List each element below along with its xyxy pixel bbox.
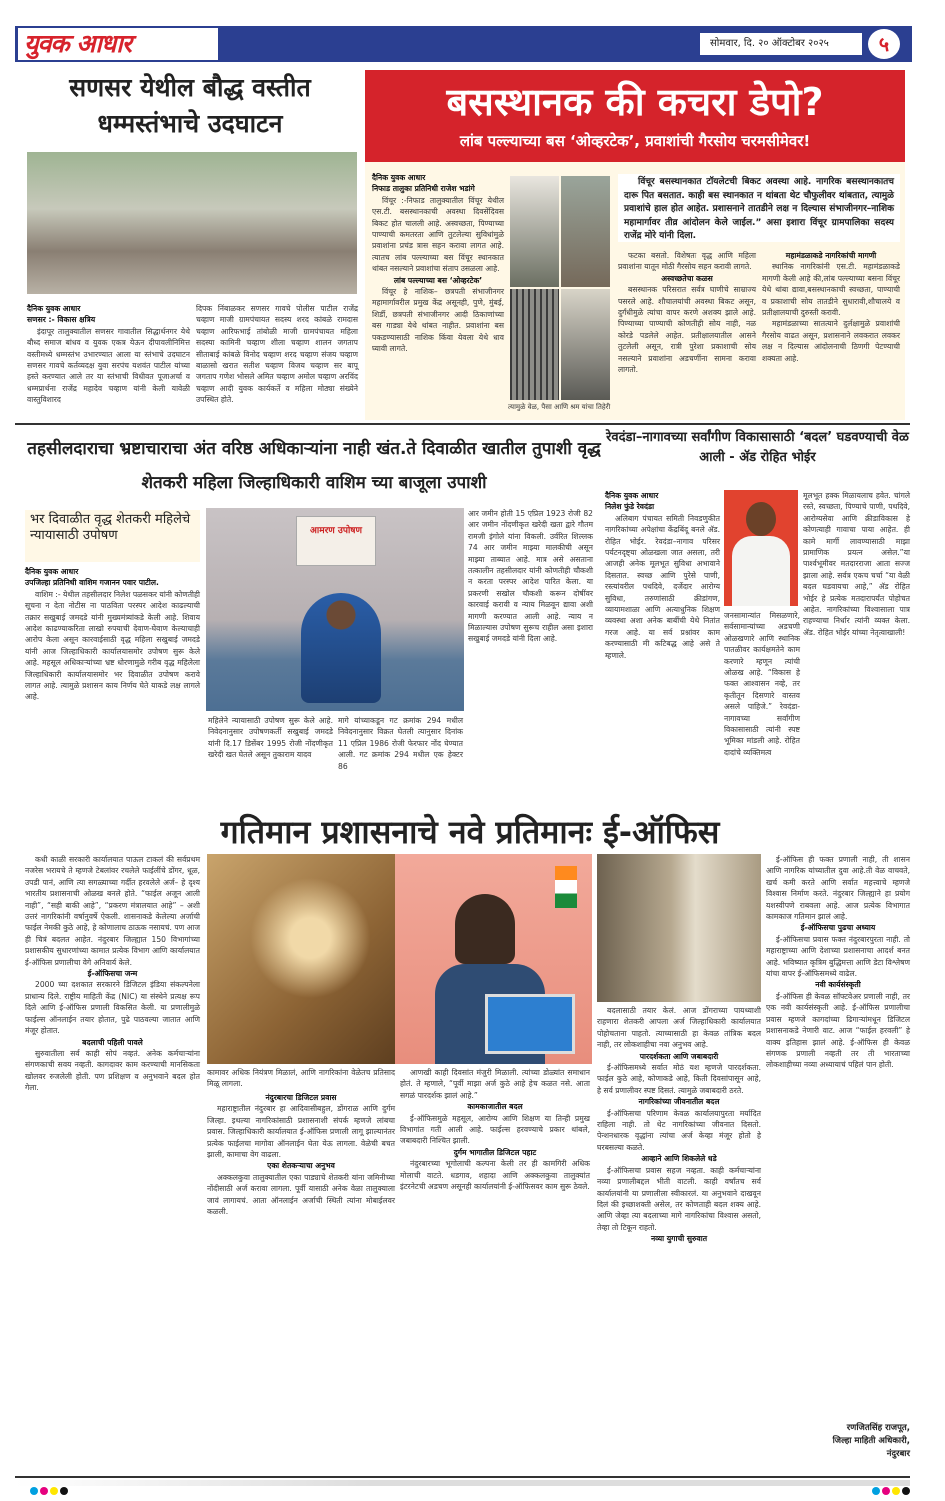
subheading: नागरिकांच्या जीवनातील बदल (638, 1097, 720, 1107)
subheading: ई-ऑफिसचा जन्म (87, 969, 138, 979)
story1-photo (27, 152, 357, 294)
divider (15, 423, 910, 425)
story5-col2 (207, 1092, 395, 1478)
subheading: महामंडळाकडे नागरिकांची मागणी (785, 251, 877, 260)
story1-headline: सणसर येथील बौद्ध वस्तीत धम्मस्तंभाचे उदघाटन (69, 73, 311, 138)
subheading: ई-ऑफिसचा पुढचा अध्याय (800, 923, 876, 933)
footer-band (15, 1480, 910, 1486)
subheading: आव्हाने आणि शिकलेले धडे (641, 1154, 717, 1164)
article-text: ई-ऑफिस ही केवळ सॉफ्टवेअर प्रणाली नाही, तर एक नवी कार्यसंस्कृती आहे. ई-ऑफिस प्रणालीचा प्रवास म्हणजे कागदांच्या ढिगाऱ्यांमधून डिजिटल प्रशासनाकडे नेणारी वाट. आज “फाईल हरवली” हे वाक्य इतिहास झालं आहे. ई-ऑफिस ही केवळ संगणक प्रणाली नव्हती तर ती भारताच्या लोकशाहीच्या नव्या अध्यायाचं पहिलं पान होती. (766, 991, 910, 1070)
article-text: ई-ऑफिसचा परिणाम केवळ कार्यालयापुरता मर्यादित राहिला नाही. तो थेट नागरिकांच्या जीवनात दिसतो. पेन्शनधारक वृद्धांना त्यांचा अर्ज केव्हा मंजूर होतो हे घरबसल्या कळते. (597, 1108, 761, 1152)
story3-col4: आर जमीन होती 15 एप्रिल 1923 रोजी 82 आर जमीन नोंदणीकृत खरेदी खता द्वारे गौतम रामजी इंगोले यांना विकली. उर्वरित शिल्लक 74 आर जमीन माझ्या मालकीची असून माझ्या ताब्यात आहे. मात्र असे असताना तत्कालीन तहसीलदार यांनी कोणतीही चौकशी न करता परस्पर आदेश पारित केला. या प्रकरणी सखोल चौकशी करून दोषींवर कारवाई करावी व न्याय मिळवून द्यावा अशी मागणी करण्यात आली आहे. न्याय न मिळाल्यास उपोषण सुरूच राहील असा इशारा सखुबाई जमदडे यांनी दिला आहे. (468, 509, 593, 644)
byline: उपजिल्हा प्रतिनिधी वाशिम गजानन पवार पाटील. (25, 578, 159, 588)
registration-marks-right (870, 1480, 910, 1499)
protest-banner: आमरण उपोषण (296, 516, 376, 566)
article-text: सुरुवातीला सर्व काही सोपं नव्हतं. अनेक कर्मचाऱ्यांना संगणकाची सवय नव्हती. कागदावर काम करण्याची मानसिकता खोलवर रुजलेली होती. पण प्रशिक्षण व अनुभवाने बदल होत गेला. (25, 1048, 200, 1093)
article-text: विंचूर हे नाशिक– छत्रपती संभाजीनगर महामार्गावरील प्रमुख केंद्र असूनही, पुणे, मुंबई, शिर्डी, छत्रपती संभाजीनगर आदी ठिकाणांच्या बस गाड्या येथे थांबत नाहीत. प्रवाशांना बस पकडण्यासाठी नाशिक किंवा येवला येथे धाव घ्यावी लागते. (372, 287, 504, 354)
author-signature (766, 1422, 910, 1461)
byline: दैनिक युवक आधार (605, 491, 659, 500)
subheading: लांब पल्ल्याच्या बस ‘ओव्हरटेक’ (393, 275, 483, 285)
candidate-photo (724, 490, 798, 606)
byline: दैनिक युवक आधार (372, 173, 426, 182)
story4-col2: जनसामान्यांत मिसळणारे, सर्वसामान्यांच्या अडचणी ओळखणारे आणि स्थानिक पातळीवर कार्यक्षमतेने काम करणारे म्हणून त्यांची ओळख आहे. “विकास हे फक्त आश्वासन नव्हे, तर कृतीतून दिसणारे वास्तव असले पाहिजे.” रेवदंडा-नागावच्या सर्वांगीण विकासासाठी त्यांनी स्पष्ट भूमिका मांडली आहे. रोहित दादांचे व्यक्तिमत्व (724, 611, 800, 757)
story2-headline: बसस्थानक की कचरा डेपो? (446, 80, 824, 124)
story5-col4 (597, 1005, 761, 1475)
article-text: ई-ऑफिसचा प्रवास फक्त नंदुरबारपुरता नाही. तो महाराष्ट्राच्या आणि देशाच्या प्रशासनाचा आदर्श बनत आहे. भविष्यात कृत्रिम बुद्धिमत्ता आणि डेटा विश्लेषण यांचा वापर ई-ऑफिसमध्ये वाढेल. (766, 934, 910, 979)
article-text: ई-ऑफिसमुळे महसूल, आरोग्य आणि शिक्षण या तिन्ही प्रमुख विभागांत गती आली आहे. फाईल्स हरवण्याचे प्रकार थांबले, जबाबदारी निश्चित झाली. (400, 1113, 590, 1146)
subheading: पारदर्शकता आणि जबाबदारी (639, 1051, 719, 1061)
article-text: बदलासाठी तयार केलं. आज डोंगराच्या पायथ्याशी राहणारा शेतकरी आपला अर्ज जिल्हाधिकारी कार्यालयात पोहोचताना पाहतो. त्याच्यासाठी हा केवळ तांत्रिक बदल नाही, तर लोकशाहीचा नवा अनुभव आहे. (597, 1006, 761, 1050)
byline: सणसर :- विकास क्षत्रिय (27, 315, 96, 325)
story2-quote-box: विंचूर बसस्थानकात टॉयलेटची बिकट अवस्था आहे. नागरिक बसस्थानकातच दारू पित बसतात. काही बस स्थानकात न थांबता थेट चौफुलीवर थांबतात, त्यामुळे प्रवाशांचे हाल होत आहेत. प्रशासनाने तातडीने लक्ष न दिल्यास संभाजीनगर–नाशिक महामार्गावर तीव्र आंदोलन केले जाईल.” असा इशारा विंचूर ग्रामपालिका सदस्य राजेंद्र मोरे यांनी दिला. (618, 174, 900, 242)
story2-caption: त्यामुळे वेळ, पैसा आणि श्रम यांचा तिहेरी (508, 403, 611, 411)
subheading: दुर्गम भागातील डिजिटल पहाट (453, 1147, 537, 1157)
story4-col3: मूलभूत हक्क मिळायलाच हवेत. चांगले रस्ते, स्वच्छता, पिण्याचे पाणी, पथदिवे, आरोग्यसेवा आणि क्रीडाविकास हे कोणत्याही गावाचा पाया आहेत. ही कामे मार्गी लावण्यासाठी माझा प्रामाणिक प्रयत्न असेल.”या पार्श्वभूमीवर मतदारराजा आता सज्ज झाला आहे. सर्वत्र एकच चर्चा “या वेळी बदल घडवायचा आहे,” ॲड रोहित भोईर हे प्रत्येक मतदारापर्यंत पोहोचत आहेत. नागरिकांच्या विश्वासाला पात्र राहण्याचा निर्धार त्यांनी व्यक्त केला. ॲड. रोहित भोईर यांच्या नेतृत्वाखाली! (803, 491, 910, 637)
subheading: नव्या युगाची सुरुवात (650, 1234, 708, 1244)
story2-banner (365, 70, 905, 162)
article-text: इंदापूर तालुक्यातील सणसर गावातील सिद्धार्थनगर येथे बौध्द समाज बांधव व युवक एकत्र येऊन दीपावलीनिमित्त वस्तीमध्ये धम्मस्तंभ उभारण्यात आला या स्तंभाचे उदघाटन सणसर गावचे कर्तव्यदक्ष युवा सरपंच यशवंत पाटील यांच्या हस्ते करण्यात आले तर या स्तंभाची विधीवत पूजाअर्चा व धम्मप्रार्थना राजेंद्र महादेव चव्हाण यांनी केली यावेळी वास्तुविशारद (27, 326, 190, 405)
article-text: महामंडळाच्या सातत्याने दुर्लक्षामुळे प्रवाशांची गैरसोय वाढत असून, प्रशासनाने लवकरात लवकर लक्ष न दिल्यास आंदोलनाची ठिणगी पेटण्याची शक्यता आहे. (762, 319, 900, 363)
article-text: 2000 च्या दशकात सरकारने डिजिटल इंडिया संकल्पनेला प्राधान्य दिले. राष्ट्रीय माहिती केंद्र (NIC) या संस्थेने प्रत्यक्ष रूप दिले आणि ई-ऑफिस प्रणाली विकसित केली. या प्रणालीमुळे फाईल्स ऑनलाईन तयार होतात, पुढे पाठवल्या जातात आणि मंजूर होतात. (25, 980, 200, 1036)
story2-col2 (618, 250, 756, 418)
issue-date: सोमवार, दि. २० ऑक्टोबर २०२५ (700, 33, 862, 55)
article-text: ई-ऑफिसमध्ये सर्वात मोठं यश म्हणजे पारदर्शकता. फाईल कुठे आहे, कोणाकडे आहे, किती दिवसांपासून आहे, हे सर्व प्रणालीवर स्पष्ट दिसतं. त्यामुळे जबाबदारी ठरते. (597, 1063, 761, 1095)
article-text: ई-ऑफिसचा प्रवास सहज नव्हता. काही कर्मचाऱ्यांना नव्या प्रणालीबद्दल भीती वाटली. काही वर्षांतच सर्व कार्यालयांनी या प्रणालीला स्वीकारलं. या अनुभवाने दाखवून दिलं की इच्छाशक्ती असेल, तर कोणताही बदल शक्य आहे. आणि जेव्हा त्या बदलाच्या मागे नागरिकांचा विश्वास असतो, तेव्हा तो टिकून राहतो. (597, 1165, 761, 1232)
story2-col1 (372, 172, 504, 418)
subheading: अस्वच्छतेचा कळस (661, 273, 713, 283)
byline: निफाड तालुका प्रतिनिधी राजेश भडांगे (372, 184, 475, 194)
article-text: कधी काळी सरकारी कार्यालयात पाऊल टाकलं की सर्वप्रथम नजरेस भरायचे ते म्हणजे टेबलांवर रचलेले फाईलींचे डोंगर, धूळ, उपडी पानं, आणि त्या सगळ्याच्या गर्दीत हरवलेले अर्ज– हे दृश्य भारतीय प्रशासनाची ओळख बनले होते. “फाईल अजून आली नाही”, “सही बाकी आहे”, “प्रकरण मंत्रालयात आहे” – अशी उत्तरं नागरिकांनी वर्षानुवर्षे ऐकली. शासनाकडे केलेल्या अर्जाची फाईल नेमकी कुठे आहे, हे कोणालाच ठाऊक नसायचं. पण आज ही चित्रं बदलत आहेत. नंदुरबार जिल्ह्यात 150 विभागांच्या प्रशासकीय सुधारणांच्या कामात प्रत्येक विभाग आणि कार्यालयात ई-ऑफिस प्रणालीचा वेगे अनिवार्य केले. (25, 855, 200, 967)
story5-headline: गतिमान प्रशासनाचे नवे प्रतिमानः ई-ऑफिस (220, 813, 720, 851)
story4-headline: रेवदंडा–नागावच्या सर्वांगीण विकासासाठी ‘बदल’ घडवण्याची वेळ आली - ॲड रोहित भोईर (606, 430, 909, 465)
article-text: अलिबाग पंचायत समिती निवडणुकीत नागरिकांच्या अपेक्षांचा केंद्रबिंदू बनले ॲड. रोहित भोईर. रेवदंडा–नागाव परिसर पर्यटनदृष्ट्या ओळखला जात असला, तरी आजही अनेक मूलभूत सुविधा अभावाने दिसतात. स्वच्छ आणि पुरेसे पाणी, रस्त्यांवरील पथदिवे, दर्जेदार आरोग्य सुविधा, तरुणांसाठी क्रीडांगण, व्यायामशाळा आणि अत्याधुनिक शिक्षण व्यवस्था अशा अनेक बाबींची येथे नितांत गरज आहे. या सर्व प्रश्नांवर काम करण्यासाठी मी कटिबद्ध आहे असे ते म्हणाले. (605, 513, 720, 660)
subheading: नवी कार्यसंस्कृती (815, 980, 861, 990)
byline: निलेश फुंडे रेवदंडा (605, 502, 655, 512)
story5-col3 (400, 1067, 590, 1478)
article-text: स्थानिक नागरिकांनी एस.टी. महामंडळाकडे मागणी केली आहे की,लांब पल्ल्याच्या बसना विंचूर येथे थांबा द्यावा,बसस्थानकाची स्वच्छता, पाण्याची व प्रकाशाची सोय तातडीने सुधारावी,शौचालये व प्रतीक्षालयाची दुरुस्ती करावी. (762, 262, 900, 318)
article-text: महाराष्ट्रातील नंदुरबार हा आदिवासीबहुल, डोंगराळ आणि दुर्गम जिल्हा. इथल्या नागरिकांसाठी प्रशासनाशी संपर्क म्हणजे लांबचा प्रवास. जिल्हाधिकारी कार्यालयात ई-ऑफिस प्रणाली लागू झाल्यानंतर प्रत्येक फाईलचा मागोवा ऑनलाईन घेता येऊ लागला. वेळेची बचत झाली, कामाचा वेग वाढला. (207, 1104, 395, 1160)
story5-caption: कामावर अधिक नियंत्रण मिळालं, आणि नागरिकांना वेळेतच प्रतिसाद मिळू लागला. (207, 1068, 395, 1089)
newspaper-logo: युवक आधार (18, 28, 218, 60)
illustration-office-clerk (597, 854, 761, 1002)
author-location: नंदुरबार (886, 1449, 910, 1459)
page-number: ५ (868, 29, 900, 59)
subheading: एका शेतकऱ्याचा अनुभव (267, 1161, 335, 1171)
article-text: विंचूर :-निफाड तालुक्यातील विंचूर येथील एस.टी. बसस्थानकाची अवस्था दिवसेंदिवस बिकट होत चालली आहे. अस्वच्छता, पिण्याच्या पाण्याची कमतरता आणि तुटलेल्या सुविधांमुळे प्रवाशांना प्रचंड त्रास सहन करावा लागत आहे. त्यातच लांब पल्ल्याच्या बस विंचूर स्थानकात थांबत नसल्याने प्रवाशांचा संताप उसळला आहे. (372, 195, 504, 274)
article-text: आणखी काही दिवसांत मंजुरी मिळाली. त्यांच्या डोळ्यांत समाधान होतं. ते म्हणाले, “पूर्वी माझा अर्ज कुठे आहे हेच कळत नसे. आता सगळं पारदर्शक झालं आहे.” (400, 1068, 590, 1100)
article-text: बसस्थानक परिसरात सर्वत्र घाणीचे साम्राज्य पसरले आहे. शौचालयांची अवस्था बिकट असून, दुर्गंधीमुळे त्यांचा वापर करणे अशक्य झाले आहे. पिण्याच्या पाण्याची कोणतीही सोय नाही, नळ कोरडे पडलेले आहेत. प्रतीक्षालयातील आसने तुटलेली असून, रात्री पुरेशा प्रकाशाची सोय नसल्याने प्रवाशांना अडचणींना सामना करावा लागतो. (618, 285, 756, 375)
story3-col3: मागे यांच्याकडून गट क्रमांक 294 मधील निवेदनानुसार विक्रत घेतली त्यानुसार दिनांक 11 एप्रिल 1986 रोजी फेरफार नोंद घेण्यात आली. गट क्रमांक 294 मधील एक हेक्टर 86 (338, 716, 463, 771)
byline: दैनिक युवक आधार (27, 304, 81, 313)
registration-marks-left (28, 1480, 68, 1499)
article-text: नंदुरबारच्या भूगोलाची कल्पना केली तर ही कामगिरी अधिक मोलाची वाटते. धडगाव, शहादा आणि अक्कलकुवा तालुक्यांत इंटरनेटची अडचण असूनही कार्यालयांनी ई-ऑफिसवर काम सुरू ठेवले. (400, 1159, 590, 1192)
article-text: वाशिम :- येथील तहसीलदार निलेश पळसकर यांनी कोणतीही सूचना न देता नोटीस ना पाठविता परस्पर आदेश काढल्याची तक्रार सखुबाई जमदडे यांनी मुख्यमंत्र्यांकडे केली आहे. शिवाय आदेश काढण्याकरिता लाखो रुपयाची देवाण-घेवाण केल्याचाही आरोप केला असून कारवाईसाठी वृद्ध महिला सखुबाई जमदडे यांनी आज जिल्हाधिकारी कार्यालयासमोर उपोषण सुरू केले आहे. महसूल अधिकाऱ्यांच्या भ्रष्ट धोरणामुळे गरीब वृद्ध महिलेला जिल्हाधिकारी कार्यालयासमोर भर दिवाळीत उपोषण करावे लागत आहे. त्यामुळे प्रशासन काय निर्णय घेते याकडे लक्ष लागले आहे. (25, 589, 200, 702)
story5-col5 (766, 854, 910, 1404)
story5-col1 (25, 854, 200, 1478)
story3-photo (206, 508, 464, 711)
footer-rule (15, 1476, 910, 1478)
author-name: रणजितसिंह राजपूत, (846, 1423, 910, 1433)
story1-col1 (27, 303, 190, 418)
story2-photo-collage (510, 176, 610, 400)
illustration-e-office (395, 854, 592, 1064)
story4-col1 (605, 490, 720, 660)
illustration-paper-files (207, 854, 395, 1064)
byline: दैनिक युवक आधार (25, 567, 79, 576)
story2-col3 (762, 250, 900, 418)
story3-headline: तहसीलदाराचा भ्रष्टाचाराचा अंत वरिष्ठ अधिकाऱ्यांना नाही खंत.ते दिवाळीत खातील तुपाशी वृद्ध शेतकरी महिला जिल्हाधिकारी वाशिम च्या बाजूला उपाशी (27, 439, 601, 493)
article-text: अक्कलकुवा तालुक्यातील एका पाड्याचे शेतकरी यांना जमिनीच्या नोंदीसाठी अर्ज करावा लागला. पूर्वी यासाठी अनेक वेळा तालुक्याला जावं लागायचं. आता ऑनलाईन अर्जाची स्थिती त्यांना मोबाईलवर कळली. (207, 1172, 395, 1217)
article-text: फटका बसतो. विशेषतः वृद्ध आणि महिला प्रवाशांना यातून मोठी गैरसोय सहन करावी लागते. (618, 251, 756, 272)
story3-kicker: भर दिवाळीत वृद्ध शेतकरी महिलेचे न्यायासाठी उपोषण (25, 510, 200, 562)
subheading: बदलाची पहिली पावले (82, 1037, 143, 1047)
story3-col2: महिलेने न्यायासाठी उपोषण सुरू केले आहे. निवेदनानुसार उपोषणकर्ती सखुबाई जमदडे यांनी दि.17 डिसेंबर 1995 रोजी नोंदणीकृत खरेदी खत घेतले असून तुकाराम यादव (208, 716, 333, 760)
story3-col1 (25, 566, 200, 812)
story1-col2: दिपक निंबाळकर सणसर गावचे पोलीस पाटील राजेंद्र चव्हाण माजी ग्रामपंचायत सदस्य शरद कांबळे रामदास चव्हाण आरिफभाई तांबोळी माजी ग्रामपंचायत महिला सदस्या कामिनी चव्हाण शीला चव्हाण शालन जगताप सीताबाई कांबळे विनोद चव्हाण शरद चव्हाण संजय चव्हाण बाळासो खरात सतीश चव्हाण विजय चव्हाण सर बापू जगताप गणेश भोसले अमित चव्हाण अमोल चव्हाण अरविंद चव्हाण आदी युवक कार्यकर्ते व महिला मोठ्या संख्येने उपस्थित होते. (196, 304, 358, 405)
story2-subheadline: लांब पल्ल्याच्या बस ‘ओव्हरटेक’, प्रवाशांची गैरसोय चरमसीमेवर! (459, 132, 811, 150)
author-title: जिल्हा माहिती अधिकारी, (832, 1436, 910, 1446)
article-text: ई-ऑफिस ही फक्त प्रणाली नाही, ती शासन आणि नागरिक यांच्यातील दुवा आहे.ती वेळ वाचवते, खर्च कमी करते आणि सर्वात महत्त्वाचे म्हणजे विश्वास निर्माण करते. नंदुरबार जिल्ह्याने हा प्रयोग यशस्वीपणे राबवला आहे. आज प्रत्येक विभागात कामकाज गतिमान झालं आहे. (766, 855, 910, 922)
subheading: कामकाजातील बदल (467, 1102, 523, 1112)
subheading: नंदुरबारचा डिजिटल प्रवास (265, 1093, 337, 1102)
